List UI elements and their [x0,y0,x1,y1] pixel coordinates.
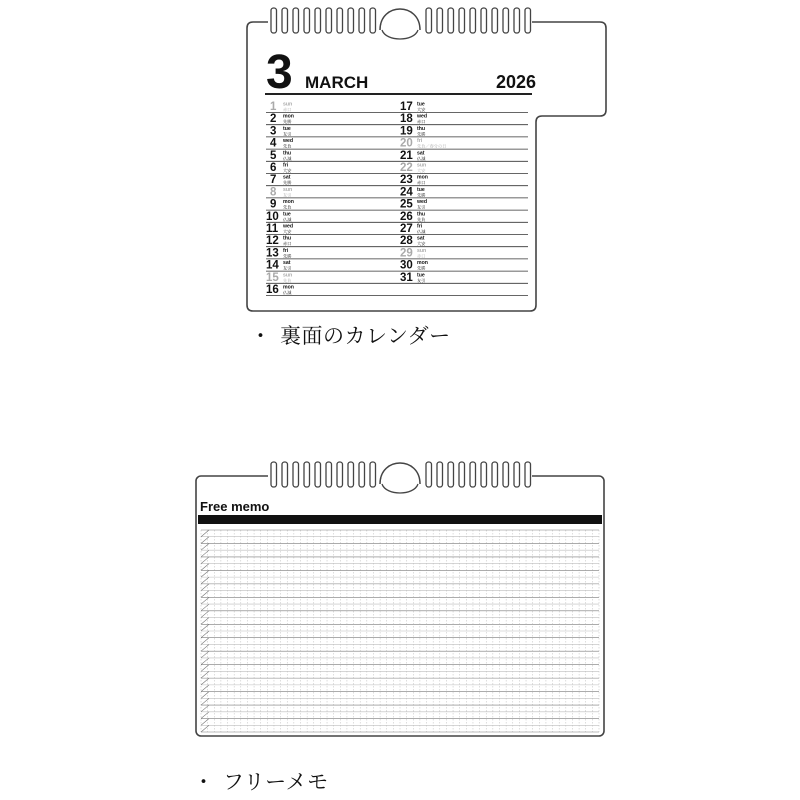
day-weekday: sat [417,235,425,242]
day-row [266,260,291,272]
day-number: 20 [400,137,413,150]
year: 2026 [495,72,536,92]
day-weekday: fri [417,138,423,145]
day-weekday: wed [283,223,294,230]
day-number: 5 [270,149,277,162]
day-note: 友引 [283,265,292,271]
day-weekday: thu [283,235,292,242]
binding-ring [304,462,310,487]
day-weekday: sun [283,101,293,108]
binding-ring [481,8,487,33]
day-number: 8 [270,186,277,199]
binding-ring [326,8,332,33]
day-weekday: mon [417,260,428,267]
binding-ring [448,8,454,33]
day-number: 1 [270,101,277,113]
day-weekday: thu [417,211,426,218]
day-number: 15 [266,271,279,284]
month-name: MARCH [305,73,369,92]
day-note: 大安 [417,168,426,173]
calendar-page-outline [247,22,606,311]
memo-grid [201,530,599,732]
binding-ring [470,8,476,33]
binding-ring [459,8,465,33]
day-note: 友引 [283,192,292,198]
day-row [400,272,425,284]
binding-ring [315,8,321,33]
day-number: 11 [266,223,279,235]
day-number: 30 [400,259,413,272]
day-weekday: sun [417,247,427,254]
day-number: 23 [400,174,413,187]
day-number: 7 [270,174,277,187]
day-note: 友引 [417,204,426,210]
day-weekday: mon [283,284,294,291]
day-weekday: wed [283,138,294,145]
day-number: 19 [400,125,413,138]
day-note: 仏滅 [417,155,426,161]
day-note: 仏滅 [417,229,426,234]
day-weekday: sun [283,186,293,193]
day-weekday: mon [283,113,294,120]
day-note: 赤口 [417,180,426,186]
day-weekday: tue [417,101,425,108]
binding-ring [293,462,299,487]
binding-ring [503,462,509,487]
day-number: 6 [270,162,277,174]
day-number: 14 [266,259,279,272]
day-note: 仏滅 [283,290,292,295]
day-number: 4 [270,137,277,150]
day-note: 先負 [283,277,292,283]
caption-bullet: ・ [250,324,272,348]
binding-ring [481,462,487,487]
binding-ring [348,462,354,487]
day-weekday: wed [417,113,428,120]
day-note: 赤口 [417,253,426,259]
memo-title-bar [198,515,602,524]
day-weekday: tue [283,211,291,218]
binding-ring [359,8,365,33]
binding-ring [492,462,498,487]
day-note: 赤口 [283,241,292,247]
day-number: 17 [400,101,413,113]
day-note: 友引 [283,131,292,137]
day-number: 21 [400,149,413,162]
calendar-caption-text: 裏面のカレンダー [280,324,451,348]
month-number: 3 [266,46,293,99]
binding-ring [337,8,343,33]
binding-ring [293,8,299,33]
day-weekday: mon [417,174,428,181]
binding-ring [271,462,277,487]
day-number: 26 [400,210,413,223]
day-number: 28 [400,235,413,248]
day-weekday: fri [283,247,289,254]
day-weekday: wed [417,199,428,206]
memo-title: Free memo [200,499,270,514]
binding-ring [492,8,498,33]
day-weekday: sat [283,174,291,181]
day-note: 仏滅 [283,155,292,161]
binding-ring [437,462,443,487]
day-note: 友引 [417,277,426,283]
binding-ring [514,8,520,33]
day-number: 10 [266,210,279,223]
day-number: 12 [266,235,279,248]
day-weekday: thu [417,125,426,132]
memo-caption-text: フリーメモ [223,770,329,794]
binding-ring [437,8,443,33]
day-note: 大安 [283,168,292,173]
day-weekday: fri [283,162,289,169]
binding-ring [370,8,376,33]
calendar-page [0,0,800,330]
binding-ring [503,8,509,33]
binding-ring [282,8,288,33]
day-note: 先負 [417,216,426,222]
day-weekday: tue [283,125,291,132]
binding-ring [470,462,476,487]
day-note: 先勝 [417,131,426,137]
caption-bullet: ・ [193,770,215,794]
day-note: 先負 [283,143,292,149]
binding-ring [426,8,432,33]
day-number: 3 [270,125,277,138]
day-number: 2 [270,113,277,126]
binding-ring [525,462,531,487]
day-weekday: sat [417,150,425,157]
day-note: 赤口 [417,119,426,125]
day-weekday: mon [283,199,294,206]
day-note: 先負 [283,204,292,210]
day-number: 18 [400,113,413,126]
binding-ring [315,462,321,487]
day-number: 24 [400,186,413,199]
day-note: 先勝 [417,265,426,271]
day-note: 大安 [417,241,426,247]
day-number: 9 [270,198,277,211]
binding-ring [426,462,432,487]
binding-ring [514,462,520,487]
binding-ring [326,462,332,487]
binding-ring [459,462,465,487]
day-note: 大安 [417,107,426,112]
binding-ring [370,462,376,487]
day-note: 先勝 [283,180,292,186]
day-note: 大安 [283,229,292,234]
binding-ring [359,462,365,487]
day-weekday: sun [283,272,293,279]
day-weekday: sat [283,260,291,267]
binding-ring [448,462,454,487]
day-weekday: fri [417,223,423,230]
day-weekday: tue [417,186,425,193]
binding-ring [271,8,277,33]
day-note: 先勝 [283,253,292,259]
day-number: 22 [400,162,413,174]
day-note: 先負／春分の日 [417,143,447,149]
day-number: 16 [266,284,279,296]
day-weekday: sun [417,162,427,169]
binding-ring [337,462,343,487]
binding-ring [348,8,354,33]
day-number: 27 [400,223,413,235]
day-number: 31 [400,271,413,284]
binding-ring [525,8,531,33]
day-number: 29 [400,247,413,260]
day-note: 仏滅 [283,216,292,222]
day-weekday: thu [283,150,292,157]
memo-page [0,440,800,770]
day-note: 先勝 [417,192,426,198]
day-note: 赤口 [283,107,292,112]
calendar-caption [250,320,451,350]
binding-ring [282,462,288,487]
day-weekday: tue [417,272,425,279]
day-number: 13 [266,247,279,260]
binding-ring [304,8,310,33]
memo-caption [193,766,329,796]
day-row [266,235,291,247]
day-note: 先勝 [283,119,292,125]
day-number: 25 [400,198,413,211]
